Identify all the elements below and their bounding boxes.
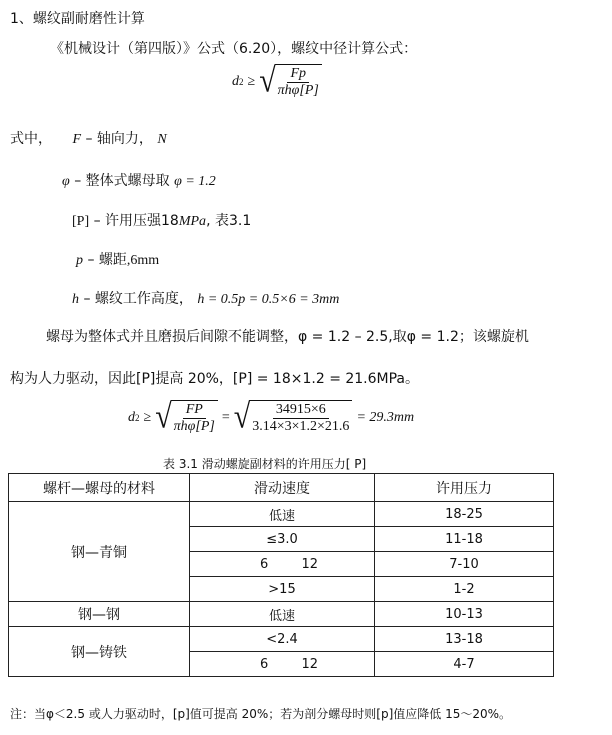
def-phi-val: φ = 1.2 [174,174,216,189]
material-cell: 钢—青铜 [9,502,190,602]
def-h-eq: h = 0.5p = 0.5×6 = 3mm [197,292,340,307]
def-p-tail: ,6mm [126,253,160,268]
material-cell: 钢—铸铁 [9,627,190,677]
speed-cell [190,652,375,677]
speed-cell [190,552,375,577]
formula-denominator: πhφ[P] [277,83,319,98]
sym-h: h [72,292,79,307]
def-P-unit: MPa [178,214,207,229]
speed-range-end: 12 [301,656,318,672]
speed-range-start: 6 [260,556,269,572]
table-row [9,502,554,527]
pressure-cell: 11-18 [375,527,554,552]
pressure-cell: 18-25 [375,502,554,527]
sqrt-sign-1: √ $\frac{FP}{\text{πhφ[P]}}$ [155,400,218,435]
paragraph-line-1: 螺母为整体式并且磨损后间隙不能调整，φ = 1.2 – 2.5,取φ = 1.2；该螺旋机 [46,329,529,345]
formula-numerator: Fp [287,66,309,83]
formula2-equals: = [221,409,230,425]
formula-relation: ≥ [247,73,256,89]
def-P-text: – 许用压强18 [93,213,179,229]
speed-cell: <2.4 [190,627,375,652]
sqrt-sign-2: √ $\frac{34915\times 6}{3.14\times 3\times 1.2\times 21.6}$ [234,400,353,435]
table-caption: 表 3.1 滑动螺旋副材料的许用压力[ P] [163,457,367,471]
definitions-line-h [72,288,339,308]
speed-cell: ≤3.0 [190,527,375,552]
speed-cell: 低速 [190,502,375,527]
def-phi-text: – 整体式螺母取 [74,173,170,189]
sym-phi: φ [62,174,70,189]
formula-lhs: d [232,73,239,89]
table-row [9,627,554,652]
sym-p: p [76,253,83,268]
material-cell: 钢—钢 [9,602,190,627]
def-p-text: – 螺距 [87,252,127,268]
formula2-lhs: d [128,409,135,425]
pressure-table [8,473,554,677]
speed-cell: 低速 [190,602,375,627]
intro-text: 《机械设计（第四版）》公式（6.20），螺纹中径计算公式： [50,41,418,57]
where-label: 式中， [10,131,52,147]
def-P-tail: , 表3.1 [206,213,252,229]
table-note: 注：当φ＜2.5 或人力驱动时，[p]值可提高 20%；若为剖分螺母时则[p]值应降低 15～20%。 [10,707,512,721]
def-F-unit: N [157,132,167,147]
def-F-text: – 轴向力， [85,131,153,147]
section-heading: 1、螺纹副耐磨性计算 [10,11,145,27]
def-h-text: – 螺纹工作高度， [83,291,193,307]
pressure-cell: 7-10 [375,552,554,577]
formula-calculation [128,397,415,436]
formula2-denominator-2: 3.14×3×1.2×21.6 [252,419,350,434]
pressure-cell: 13-18 [375,627,554,652]
speed-range-start: 6 [260,656,269,672]
formula-lhs-sub: 2 [239,76,244,87]
formula-pitch-diameter [232,61,322,100]
speed-cell: >15 [190,577,375,602]
header-material: 螺杆—螺母的材料 [9,474,190,502]
formula2-numerator-1: FP [183,402,206,419]
header-speed: 滑动速度 [190,474,375,502]
formula2-denominator-1: πhφ[P] [173,419,215,434]
definitions-line-P [72,210,251,230]
pressure-cell: 4-7 [375,652,554,677]
sym-P: [P] [72,214,90,229]
formula2-relation: ≥ [143,409,152,425]
sym-F: F [72,132,82,147]
formula2-result: = 29.3mm [356,409,415,425]
table-header-row [9,474,554,502]
formula2-numerator-2: 34915×6 [273,402,329,419]
paragraph-line-2: 构为人力驱动，因此[P]提高 20%，[P] = 18×1.2 = 21.6MPa。 [10,371,420,387]
pressure-cell: 1-2 [375,577,554,602]
speed-range-end: 12 [301,556,318,572]
formula2-lhs-sub: 2 [135,412,140,423]
definitions-line-p [76,249,159,269]
pressure-cell: 10-13 [375,602,554,627]
table-row [9,602,554,627]
definitions-line-F [10,128,167,148]
header-pressure: 许用压力 [375,474,554,502]
sqrt-sign: √ $\frac{Fp}{\text{πhφ[P]}}$ [259,64,322,99]
definitions-line-phi [62,170,216,190]
